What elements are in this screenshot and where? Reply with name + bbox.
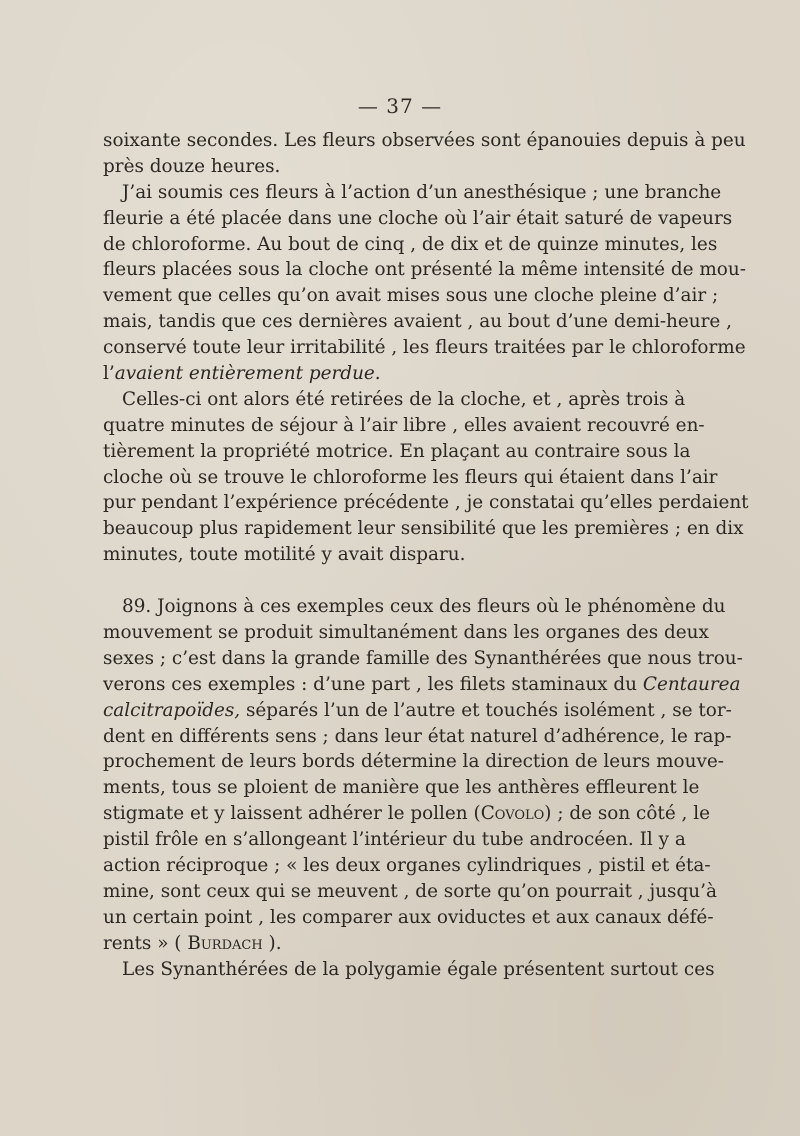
text-line: de chloroforme. Au bout de cinq , de dix et de quinze minutes, les [103,233,718,255]
text-line: cloche où se trouve le chloroforme les fleurs qui étaient dans l’air [103,466,718,488]
paragraph-start-line: Les Synanthérées de la polygamie égale présentent surtout ces [122,958,715,980]
text-line [103,361,683,387]
text-line: fleurie a été placée dans une cloche où l’air était saturé de vapeurs [103,207,733,229]
text-run: rents » ( [103,932,188,954]
section-start-line: 89. Joignons à ces exemples ceux des fleurs où le phénomène du [122,596,726,618]
text-run: stigmate et y laissent adhérer le pollen ( [103,803,481,825]
text-line: action réciproque ; « les deux organes cylindriques , pistil et éta- [103,855,711,877]
text-run: l’ [103,363,115,385]
text-run: séparés l’un de l’autre et touchés isolément , se tor- [240,699,732,721]
text-line: sexes ; c’est dans la grande famille des Synanthérées que nous trou- [103,647,743,669]
text-line: mouvement se produit simultanément dans les organes des deux [103,622,709,644]
italic-phrase: avaient entièrement perdue. [114,363,381,385]
text-line: prochement de leurs bords détermine la direction de leurs mouve- [103,751,724,773]
text-line [103,801,711,827]
text-line: ments, tous se ploient de manière que les anthères effleurent le [103,777,700,799]
text-line: conservé toute leur irritabilité , les fleurs traitées par le chloroforme [103,337,746,359]
text-line: un certain point , les comparer aux oviductes et aux canaux défé- [103,906,714,928]
text-run: verons ces exemples : d’une part , les filets staminaux du [103,673,643,695]
text-line: minutes, toute motilité y avait disparu. [103,544,466,566]
text-line: soixante secondes. Les fleurs observées sont épanouies depuis à peu [103,130,746,151]
text-line: pur pendant l’expérience précédente , je constatai qu’elles perdaient [103,492,749,514]
text-line: pistil frôle en s’allongeant l’intérieur du tube androcéen. Il y a [103,829,686,851]
text-line [103,931,683,957]
paragraph-start-line: Celles-ci ont alors été retirées de la cloche, et , après trois à [122,388,686,410]
text-line: quatre minutes de séjour à l’air libre , elles avaient recouvré en- [103,414,705,436]
text-line: vement que celles qu’on avait mises sous une cloche pleine d’air ; [103,285,719,307]
text-line [103,698,732,724]
body-text [103,128,749,983]
text-line: mais, tandis que ces dernières avaient , au bout d’une demi-heure , [103,311,732,333]
author-citation: Burdach [187,932,263,954]
text-line: beaucoup plus rapidement leur sensibilité que les premières ; en dix [103,518,744,540]
text-line: tièrement la propriété motrice. En plaçant au contraire sous la [103,440,691,462]
text-run: ) ; de son côté , le [544,803,711,825]
text-line: dent en différents sens ; dans leur état naturel d’adhérence, le rap- [103,725,732,747]
italic-species-name: calcitrapoïdes, [103,699,241,721]
text-line [103,672,741,698]
paragraph-start-line: J’ai soumis ces fleurs à l’action d’un anesthésique ; une branche [122,181,722,203]
author-citation: Covolo [480,803,545,825]
italic-species-name: Centaurea [642,673,741,695]
text-run: ). [262,932,282,954]
paragraph-gap [103,568,683,594]
text-line: près douze heures. [103,155,281,177]
text-line: mine, sont ceux qui se meuvent , de sorte qu’on pourrait , jusqu’à [103,880,717,902]
page-number: — 37 — [357,94,443,118]
text-line: fleurs placées sous la cloche ont présenté la même intensité de mou- [103,259,746,281]
